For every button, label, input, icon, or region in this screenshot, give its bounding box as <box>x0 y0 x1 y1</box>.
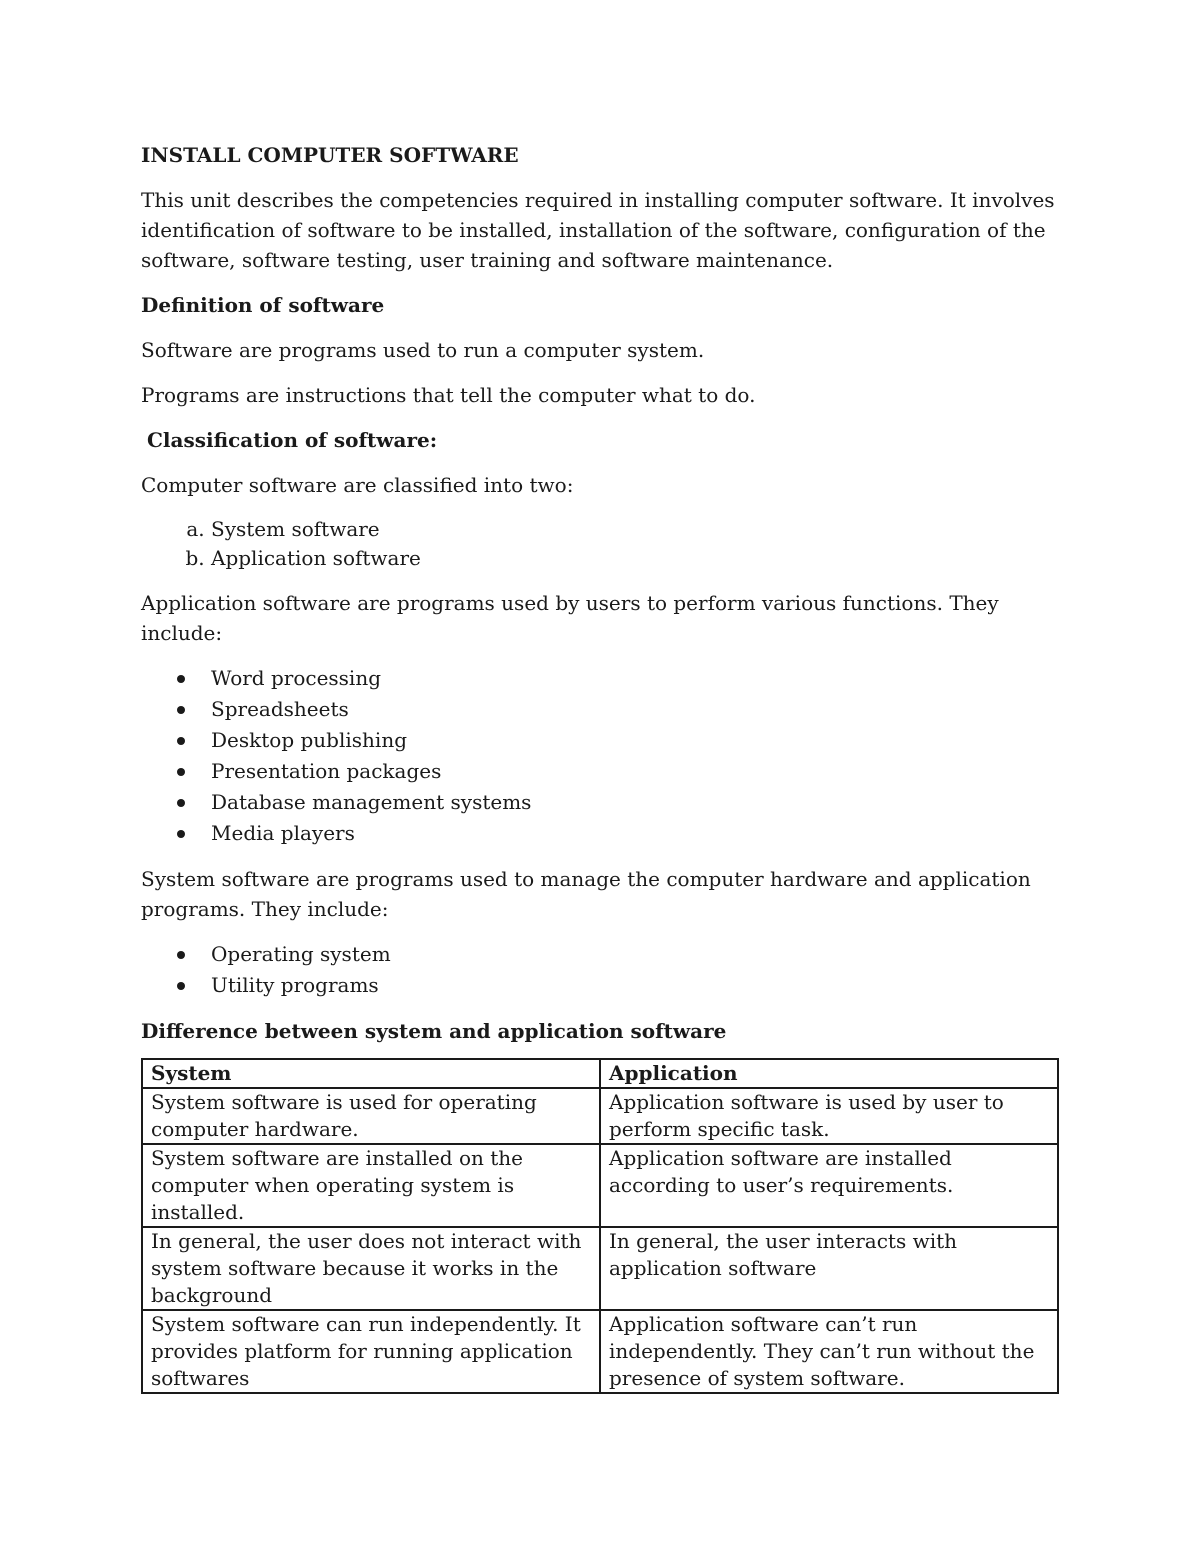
bullet-icon <box>177 706 185 714</box>
classification-heading: Classification of software: <box>147 428 438 452</box>
definition-line: Programs are instructions that tell the computer what to do. <box>141 383 756 407</box>
table-row <box>142 1144 1058 1227</box>
document-title: INSTALL COMPUTER SOFTWARE <box>141 143 519 167</box>
table-cell: System software can run independently. It provides platform for running application softwares <box>142 1310 600 1393</box>
classification-intro: Computer software are classified into two: <box>141 473 574 497</box>
intro-paragraph: This unit describes the competencies required in installing computer software. It involves identification of software to be installed, installation of the software, configuration of the software, software testing, user training and software maintenance. <box>141 188 1055 272</box>
list-item: Database management systems <box>141 787 1059 818</box>
table-cell: System software are installed on the computer when operating system is installed. <box>142 1144 600 1227</box>
application-software-list <box>141 663 1059 849</box>
application-software-intro: Application software are programs used by users to perform various functions. They include: <box>141 591 999 645</box>
table-cell: Application software is used by user to perform specific task. <box>600 1088 1058 1144</box>
table-row <box>142 1310 1058 1393</box>
bullet-icon <box>177 675 185 683</box>
system-software-list <box>141 939 1059 1001</box>
table-row <box>142 1227 1058 1310</box>
list-item: a. System software <box>211 515 1059 544</box>
list-item: b. Application software <box>211 544 1059 573</box>
table-cell: Application software are installed according to user’s requirements. <box>600 1144 1058 1227</box>
bullet-icon <box>177 768 185 776</box>
list-item: Utility programs <box>141 970 1059 1001</box>
definition-heading: Definition of software <box>141 293 385 317</box>
bullet-icon <box>177 830 185 838</box>
column-header-system: System <box>142 1059 600 1088</box>
list-item: Word processing <box>141 663 1059 694</box>
bullet-icon <box>177 982 185 990</box>
bullet-icon <box>177 737 185 745</box>
table-cell: In general, the user does not interact with system software because it works in the background <box>142 1227 600 1310</box>
list-item: Spreadsheets <box>141 694 1059 725</box>
table-cell: In general, the user interacts with application software <box>600 1227 1058 1310</box>
list-item: Presentation packages <box>141 756 1059 787</box>
document-page <box>141 140 1059 1394</box>
list-item: Desktop publishing <box>141 725 1059 756</box>
bullet-icon <box>177 799 185 807</box>
table-row <box>142 1088 1058 1144</box>
bullet-icon <box>177 951 185 959</box>
definition-line: Software are programs used to run a computer system. <box>141 338 705 362</box>
system-software-intro: System software are programs used to manage the computer hardware and application programs. They include: <box>141 867 1031 921</box>
column-header-application: Application <box>600 1059 1058 1088</box>
difference-heading: Difference between system and application software <box>141 1019 727 1043</box>
table-header-row <box>142 1059 1058 1088</box>
table-cell: System software is used for operating computer hardware. <box>142 1088 600 1144</box>
list-item: Operating system <box>141 939 1059 970</box>
difference-table <box>141 1058 1059 1394</box>
classification-list <box>141 515 1059 573</box>
list-item: Media players <box>141 818 1059 849</box>
table-cell: Application software can’t run independently. They can’t run without the presence of system software. <box>600 1310 1058 1393</box>
